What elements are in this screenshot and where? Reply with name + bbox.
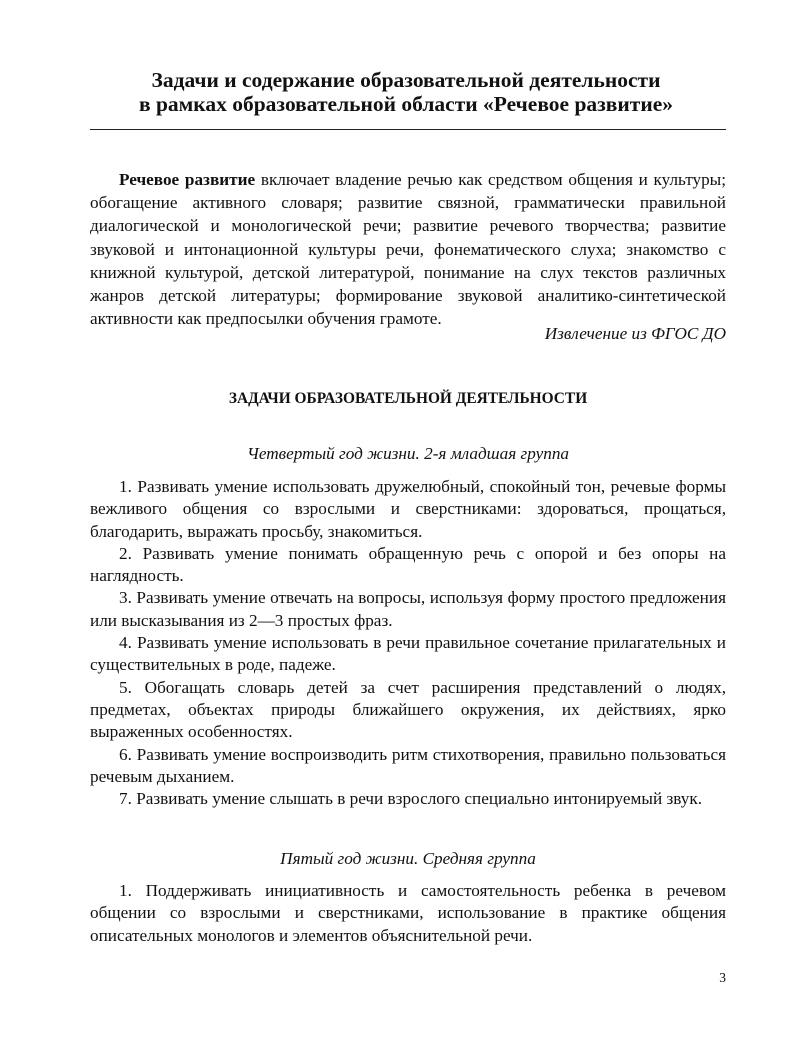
page-title-line-2: в рамках образовательной области «Речевое развитие» [138,92,674,116]
task-item: 1. Развивать умение использовать дружелюбный, спокойный тон, речевые формы вежливого общения со взрослыми и сверстниками: здороваться, прощаться, благодарить, выражать просьбу, знакомиться. [90,477,726,541]
task-item: 2. Развивать умение понимать обращенную речь с опорой и без опоры на наглядность. [90,543,726,586]
intro-source: Извлечение из ФГОС ДО [544,324,726,343]
task-item: 6. Развивать умение воспроизводить ритм стихотворения, правильно пользоваться речевым дыханием. [90,744,726,786]
intro-paragraph [90,168,726,330]
page-title [90,68,722,116]
task-item: 5. Обогащать словарь детей за счет расширения представлений о людях, предметах, объектах природы ближайшего окружения, их действиях, ярко выраженных особенностях. [90,677,726,742]
task-item: 1. Поддерживать инициативность и самостоятельность ребенка в речевом общении со взрослыми и сверстниками, использование в практике общения описательных монологов и элементов объяснительной речи. [90,881,726,945]
task-list-4th-year [90,476,726,810]
task-list-5th-year [90,880,726,947]
title-divider [90,129,726,130]
task-item: 4. Развивать умение использовать в речи правильное сочетание прилагательных и существительных в роде, падеже. [90,633,726,675]
group-heading-4th-year: Четвертый год жизни. 2-я младшая группа [246,444,570,463]
section-heading: ЗАДАЧИ ОБРАЗОВАТЕЛЬНОЙ ДЕЯТЕЛЬНОСТИ [228,390,588,407]
page-number: 3 [719,970,726,985]
task-item: 3. Развивать умение отвечать на вопросы, используя форму простого предложения или высказывания из 2—3 простых фраз. [90,588,726,630]
page-title-line-1: Задачи и содержание образовательной деятельности [151,68,661,92]
task-item: 7. Развивать умение слышать в речи взрослого специально интонируемый звук. [119,789,703,809]
intro-bold-term: Речевое развитие [119,170,256,189]
group-heading-5th-year: Пятый год жизни. Средняя группа [280,849,536,868]
intro-text: включает владение речью как средством общения и культуры; обогащение активного словаря; развитие связной, грамматически правильной диалогической и монологической речи; развитие речевого творчества; развитие звуковой и интонационной культуры речи, фонематического слуха; знакомство с книжной культурой, детской литературой, понимание на слух текстов различных жанров детской литературы; формирование звуковой аналитико-синтетической активности как предпосылки обучения грамоте. [90,170,727,329]
